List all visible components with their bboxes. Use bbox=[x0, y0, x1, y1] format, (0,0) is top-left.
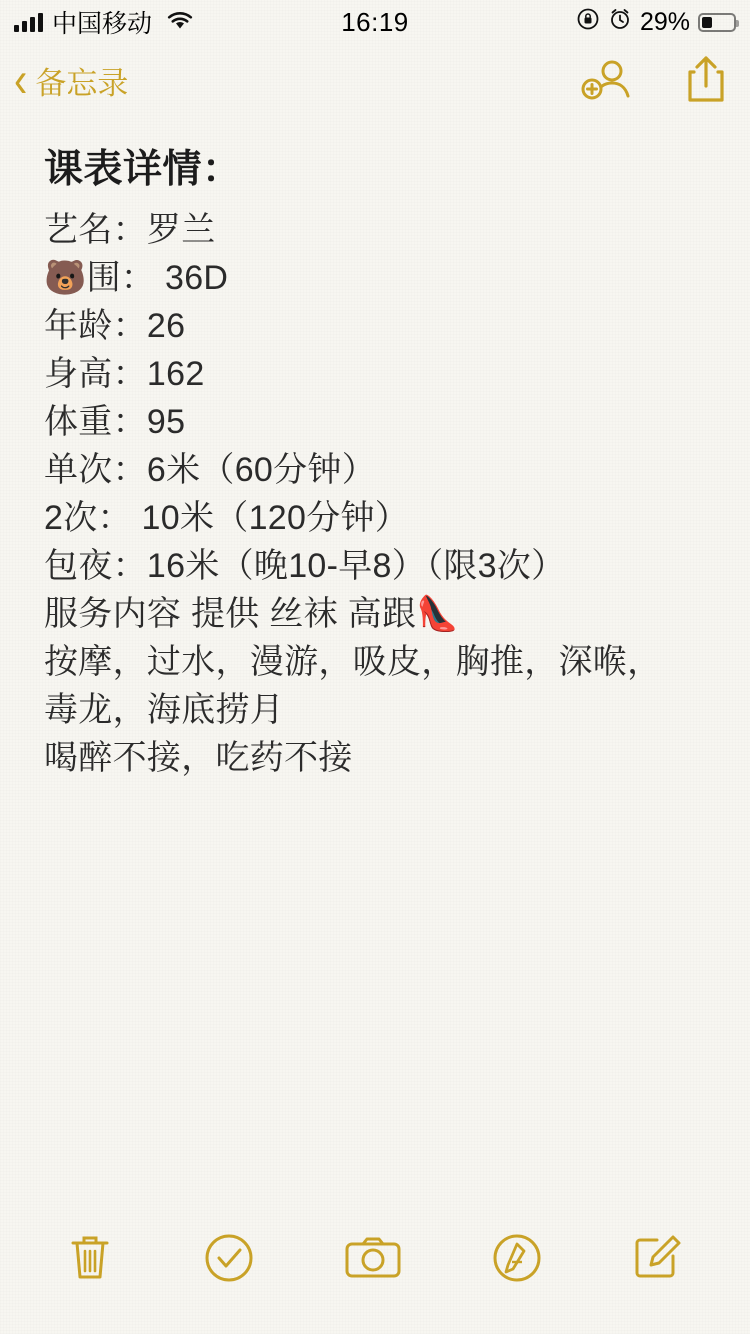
home-indicator bbox=[0, 1312, 750, 1334]
share-icon[interactable] bbox=[684, 54, 728, 106]
note-line: 年龄：26 bbox=[44, 307, 186, 345]
navigation-bar bbox=[0, 44, 750, 116]
note-line: 服务内容 提供 丝袜 高跟👠 bbox=[44, 595, 459, 633]
compose-icon[interactable] bbox=[633, 1233, 683, 1283]
carrier-label: 中国移动 bbox=[52, 10, 153, 38]
note-line: 毒龙，海底捞月 bbox=[44, 691, 285, 729]
add-person-icon[interactable] bbox=[578, 56, 634, 104]
note-line: 身高：162 bbox=[44, 355, 205, 393]
camera-icon[interactable] bbox=[344, 1235, 402, 1281]
back-button-label: 备忘录 bbox=[35, 65, 129, 101]
note-content[interactable] bbox=[0, 116, 750, 1204]
note-line: 包夜：16米（晚10-早8）（限3次） bbox=[44, 547, 566, 585]
bottom-toolbar bbox=[0, 1204, 750, 1312]
back-button[interactable] bbox=[14, 52, 129, 108]
status-bar-clock: 16:19 bbox=[341, 6, 409, 37]
navigation-bar-actions bbox=[578, 54, 728, 106]
trash-icon[interactable] bbox=[67, 1231, 113, 1285]
battery-icon bbox=[698, 13, 736, 32]
note-line: 2次： 10米（120分钟） bbox=[44, 499, 410, 537]
note-line: 喝醉不接，吃药不接 bbox=[44, 739, 353, 777]
status-bar bbox=[0, 0, 750, 44]
battery-percent-label: 29% bbox=[639, 7, 690, 36]
markup-pen-circle-icon[interactable] bbox=[492, 1233, 542, 1283]
note-line: 艺名：罗兰 bbox=[44, 211, 216, 249]
note-line: 按摩，过水，漫游，吸皮，胸推，深喉， bbox=[44, 643, 662, 681]
rotation-lock-icon bbox=[576, 7, 600, 38]
note-line: 🐻围： 36D bbox=[44, 259, 229, 297]
alarm-icon bbox=[608, 7, 632, 38]
checkmark-circle-icon[interactable] bbox=[204, 1233, 254, 1283]
note-line: 单次：6米（60分钟） bbox=[44, 451, 377, 489]
status-bar-right bbox=[576, 7, 736, 38]
chevron-left-icon: ‹ bbox=[14, 52, 28, 108]
note-line: 体重：95 bbox=[44, 403, 186, 441]
note-title: 课表详情： bbox=[44, 148, 242, 191]
